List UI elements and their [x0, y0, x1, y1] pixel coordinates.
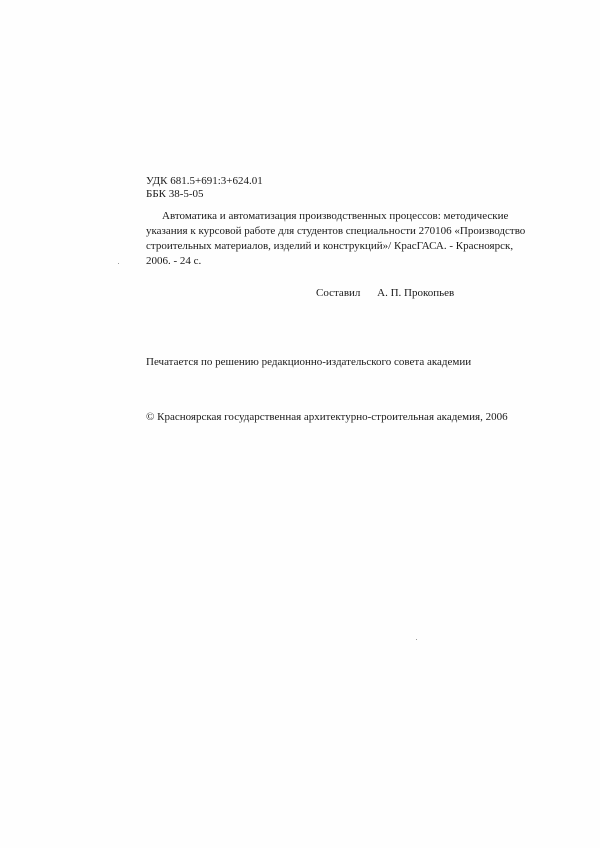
copyright-notice: © Красноярская государственная архитектурно-строительная академия, 2006 [146, 411, 508, 423]
scan-speck [118, 263, 119, 264]
annotation-line-2: указания к курсовой работе для студентов специальности 270106 «Производство [146, 225, 526, 237]
compiler-role: Составил [316, 287, 361, 299]
bbk-code: ББК 38-5-05 [146, 188, 204, 200]
publishing-decision: Печатается по решению редакционно-издательского совета академии [146, 356, 472, 368]
scan-speck [416, 639, 417, 640]
annotation-line-3: строительных материалов, изделий и конструкций»/ КрасГАСА. - Красноярск, [146, 240, 514, 252]
bibliographic-annotation [146, 209, 526, 269]
udk-code: УДК 681.5+691:3+624.01 [146, 175, 263, 187]
compiler-name: А. П. Прокопьев [377, 287, 455, 299]
compiler-credit [316, 287, 454, 300]
annotation-line-1: Автоматика и автоматизация производственных процессов: методические [162, 210, 509, 222]
classification-codes [146, 175, 263, 201]
annotation-line-4: 2006. - 24 с. [146, 255, 202, 267]
